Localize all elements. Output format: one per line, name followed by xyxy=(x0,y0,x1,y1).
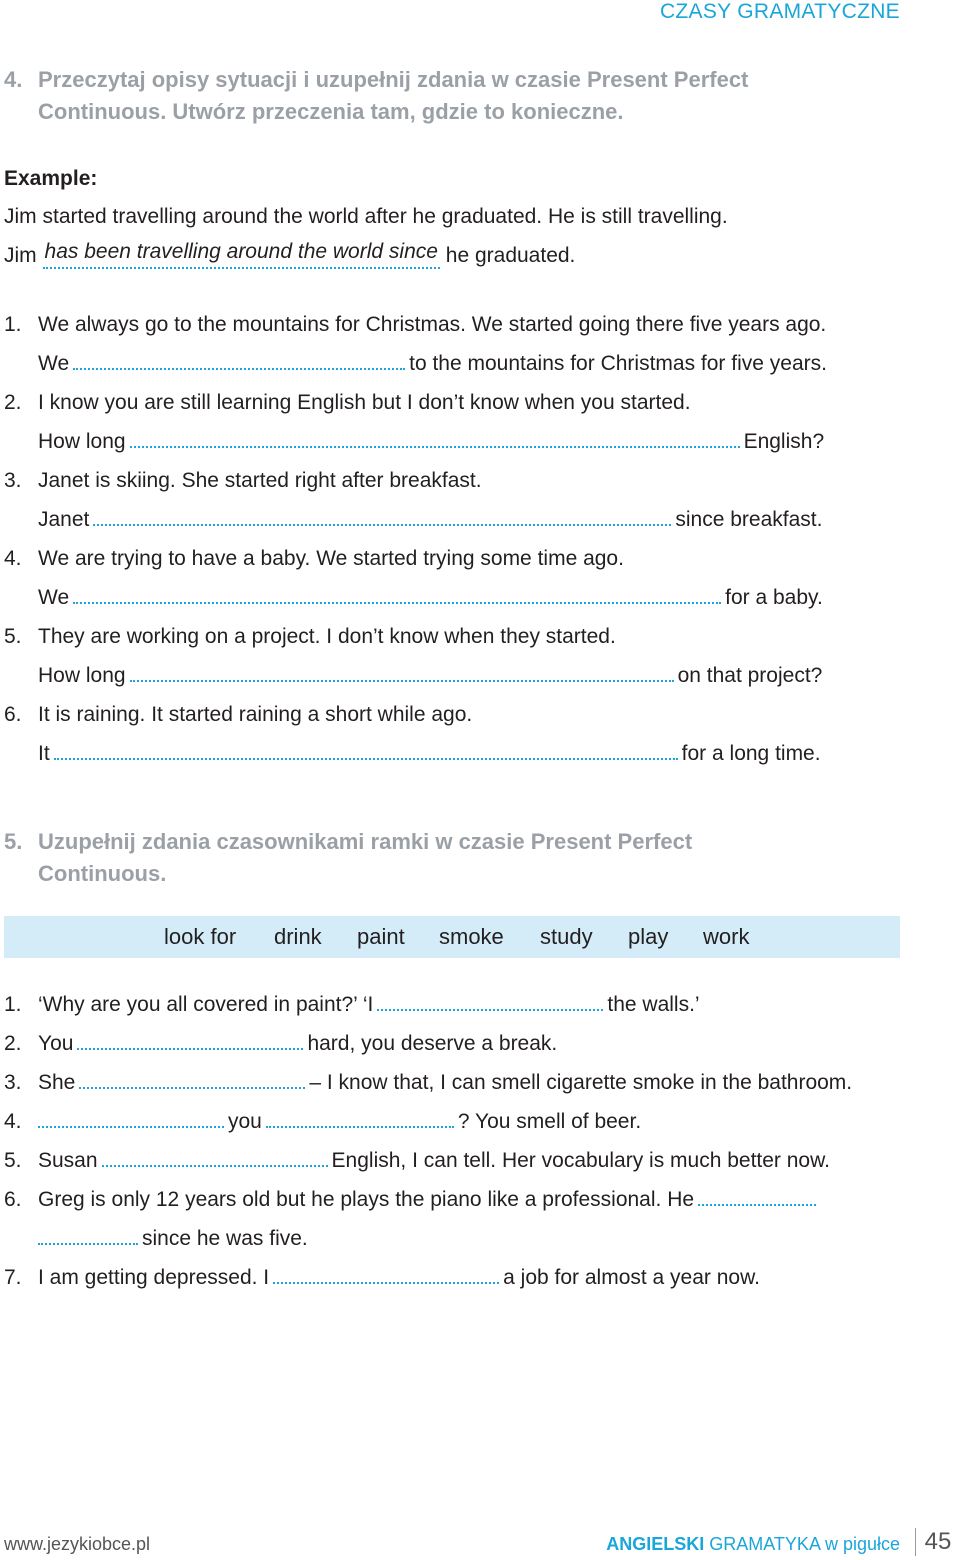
answer-gap[interactable] xyxy=(73,350,405,370)
answer-gap[interactable] xyxy=(698,1186,816,1206)
footer-website[interactable]: www.jezykiobce.pl xyxy=(4,1534,151,1554)
task4-item-6-text: It is raining. It started raining a short while ago. xyxy=(38,703,473,726)
task5-item-2: You hard, you deserve a break. xyxy=(38,1032,558,1055)
word-box xyxy=(4,916,900,958)
example-label: Example: xyxy=(4,167,98,190)
task4-item-2-text: I know you are still learning English but I don’t know when you started. xyxy=(38,391,691,414)
task5-number: 5. xyxy=(4,829,23,854)
task4-item-1-gap-line: We to the mountains for Christmas for five years. xyxy=(38,352,827,375)
answer-gap[interactable] xyxy=(266,1108,454,1128)
task5-item-6-number: 6. xyxy=(4,1188,22,1211)
word-drink: drink xyxy=(274,924,322,949)
task4-item-3-number: 3. xyxy=(4,469,22,492)
task5-item-7: I am getting depressed. I a job for almost a year now. xyxy=(38,1266,760,1289)
answer-gap[interactable] xyxy=(38,1108,224,1128)
example-answer-line xyxy=(4,241,575,271)
task5-item-1: ‘Why are you all covered in paint?’ ‘I the walls.’ xyxy=(38,993,700,1016)
task4-title xyxy=(4,64,749,96)
task4-item-3-gap-line: Janet since breakfast. xyxy=(38,508,823,531)
task4-item-4-number: 4. xyxy=(4,547,22,570)
task4-item-2-number: 2. xyxy=(4,391,22,414)
task4-item-6-number: 6. xyxy=(4,703,22,726)
word-study: study xyxy=(540,924,593,949)
task5-item-1-number: 1. xyxy=(4,993,22,1016)
task5-item-5-number: 5. xyxy=(4,1149,22,1172)
task4-item-3-text: Janet is skiing. She started right after breakfast. xyxy=(38,469,482,492)
word-paint: paint xyxy=(357,924,405,949)
task4-number: 4. xyxy=(4,67,23,92)
task4-item-5-gap-line: How long on that project? xyxy=(38,664,823,687)
answer-gap[interactable] xyxy=(130,428,740,448)
example-end: he graduated. xyxy=(445,244,576,267)
task5-item-2-number: 2. xyxy=(4,1032,22,1055)
answer-gap[interactable] xyxy=(77,1030,303,1050)
task5-item-7-number: 7. xyxy=(4,1266,22,1289)
answer-gap[interactable] xyxy=(54,740,678,760)
task4-item-5-text: They are working on a project. I don’t know when they started. xyxy=(38,625,616,648)
task4-item-4-text: We are trying to have a baby. We started trying some time ago. xyxy=(38,547,624,570)
task5-item-6-cont: since he was five. xyxy=(38,1224,308,1254)
word-play: play xyxy=(628,924,669,949)
task5-item-5: Susan English, I can tell. Her vocabulary is much better now. xyxy=(38,1149,830,1172)
section-header: CZASY GRAMATYCZNE xyxy=(659,0,900,23)
task4-item-4-gap-line: We for a baby. xyxy=(38,586,823,609)
footer-brand: ANGIELSKI GRAMATYKA w pigułce xyxy=(606,1534,900,1554)
task4-instruction-line1: Przeczytaj opisy sytuacji i uzupełnij zdania w czasie Present Perfect xyxy=(38,67,749,92)
task4-item-1-sentence: 1. xyxy=(4,313,22,336)
task5-instruction-line2: Continuous. xyxy=(38,861,167,886)
example-start: Jim xyxy=(4,244,37,267)
answer-gap[interactable] xyxy=(102,1147,328,1167)
task5-title xyxy=(4,826,693,858)
example-answer: has been travelling around the world since xyxy=(43,244,440,269)
answer-gap[interactable] xyxy=(73,584,721,604)
answer-gap[interactable] xyxy=(79,1069,305,1089)
task5-item-4: you ? You smell of beer. xyxy=(38,1107,641,1137)
task4-item-5-number: 5. xyxy=(4,625,22,648)
page-number: 45 xyxy=(915,1528,960,1556)
example-sentence: Jim started travelling around the world after he graduated. He is still travelling. xyxy=(4,205,728,228)
task5-item-6: Greg is only 12 years old but he plays the piano like a professional. He xyxy=(38,1185,820,1215)
task4-item-2-gap-line: How long English? xyxy=(38,430,825,453)
word-smoke: smoke xyxy=(439,924,504,949)
task5-item-3: She – I know that, I can smell cigarette smoke in the bathroom. xyxy=(38,1071,853,1094)
task4-item-6-gap-line: It for a long time. xyxy=(38,742,821,765)
task5-item-3-number: 3. xyxy=(4,1071,22,1094)
answer-gap[interactable] xyxy=(377,991,603,1011)
word-look-for: look for xyxy=(164,924,237,949)
answer-gap[interactable] xyxy=(38,1225,138,1245)
task4-item-1-text: We always go to the mountains for Christmas. We started going there five years ago. xyxy=(38,313,827,336)
word-work: work xyxy=(703,924,750,949)
answer-gap[interactable] xyxy=(93,506,671,526)
answer-gap[interactable] xyxy=(130,662,674,682)
task4-instruction-line2: Continuous. Utwórz przeczenia tam, gdzie to konieczne. xyxy=(38,99,624,124)
task5-instruction-line1: Uzupełnij zdania czasownikami ramki w czasie Present Perfect xyxy=(38,829,693,854)
task5-item-4-number: 4. xyxy=(4,1110,22,1133)
answer-gap[interactable] xyxy=(273,1264,499,1284)
